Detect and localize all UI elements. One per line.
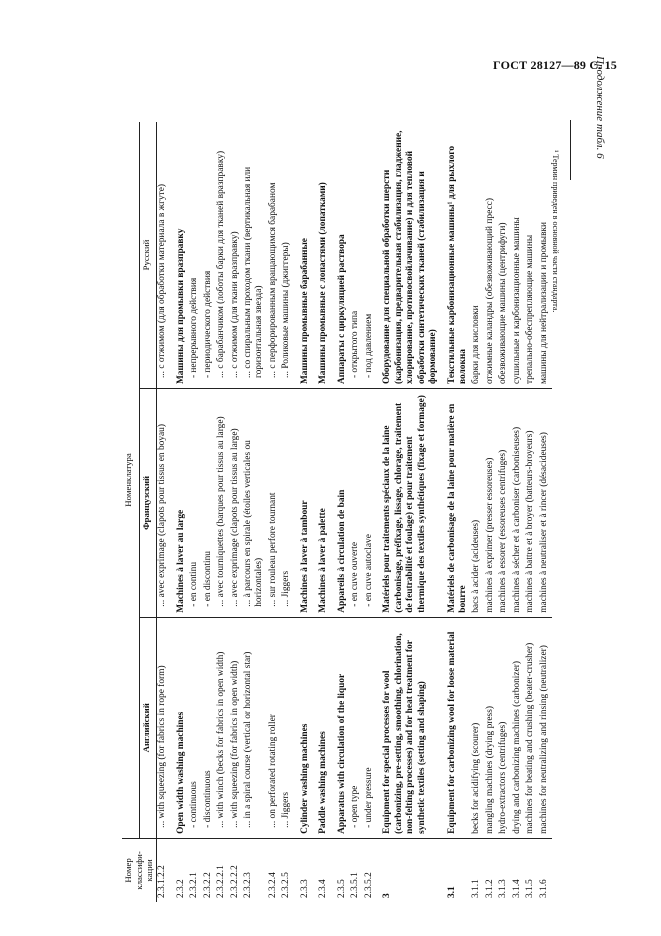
row-english: ... with squeezing (for fabrics in rope form)	[157, 617, 171, 838]
row-english: ... Jiggers	[281, 617, 294, 838]
table-row	[498, 122, 511, 902]
table-row	[313, 122, 331, 902]
row-number: 3.1.1	[471, 838, 484, 902]
row-russian: ... с отжимом (для ткани вразправку)	[229, 231, 240, 379]
row-french: Matériels pour traitements spéciaux de la laine (carbonisage, préfixage, lissage, chlorage, traitement de feutrabilité et foulage) et pour traitement thermique des textiles synthétiques (fixage et formage)	[377, 389, 441, 618]
row-russian: Машины промывные барабанные	[299, 238, 310, 385]
row-russian: - непрерывного действия	[189, 277, 200, 379]
continuation-label: Продолжение табл. 6	[594, 56, 606, 159]
row-number: 2.3.2.2	[203, 838, 216, 902]
row-french: ... avec tourniquettes (barques pour tissus au large)	[216, 389, 229, 618]
row-french: Machines à laver au large	[171, 389, 189, 618]
table-body	[157, 122, 553, 902]
row-number: 3	[377, 838, 441, 902]
row-russian: ... с отжимом (для обработки материала в жгуте)	[157, 183, 168, 379]
col-header-english: Английский	[139, 617, 157, 838]
row-number: 2.3.5	[332, 838, 350, 902]
nomenclature-table	[122, 122, 552, 902]
row-english: machines for beating and crushing (beater-crusher)	[525, 617, 538, 838]
row-russian: ... с перфорированным вращающимся барабаном	[267, 182, 278, 379]
row-number: 2.3.2.2.1	[216, 838, 229, 902]
row-russian: - открытого типа	[350, 310, 361, 379]
row-number: 2.3.1.2.2	[157, 838, 171, 902]
row-russian: ... Роликовые машины (джиггеры)	[281, 242, 292, 379]
table-row	[203, 122, 216, 902]
row-english: machines for neutralizing and rinsing (neutralizer)	[539, 617, 552, 838]
row-french: machines à neutraliser et à rincer (désacideuses)	[539, 389, 552, 618]
row-english: hydro-extractors (centrifuges)	[498, 617, 511, 838]
row-russian: Машины промывные с лопастями (лопатками)	[318, 182, 329, 385]
row-number: 3.1	[442, 838, 472, 902]
row-english: Open width washing machines	[171, 617, 189, 838]
row-russian: Машины для промывки вразправку	[175, 228, 186, 385]
row-english: - continuous	[189, 617, 202, 838]
row-number: 2.3.2.2.2	[230, 838, 243, 902]
row-french: - en continu	[189, 389, 202, 618]
table-row	[377, 122, 441, 902]
footnote: ¹ Термин приведен в основной части стандарта.	[551, 150, 560, 313]
row-number: 2.3.2	[171, 838, 189, 902]
row-number: 2.3.4	[313, 838, 331, 902]
table-row	[189, 122, 202, 902]
row-french: Machines à laver à tambour	[295, 389, 313, 618]
rotated-table-container	[122, 122, 602, 902]
row-russian: отжимные каландры (обезвоживающий пресс)	[484, 198, 495, 385]
row-french: Appareils à circulation de bain	[332, 389, 350, 618]
row-number: 2.3.2.1	[189, 838, 202, 902]
table-row	[485, 122, 498, 902]
row-french: ... sur rouleau perfore tournant	[268, 389, 281, 618]
row-english: ... on perforated rotating roller	[268, 617, 281, 838]
row-russian: машины для нейтрализации и промывки	[538, 221, 549, 385]
row-russian: барки для кисловки	[471, 305, 482, 385]
col-header-russian: Русский	[139, 122, 157, 389]
row-number: 2.3.2.3	[243, 838, 268, 902]
row-number: 2.3.2.4	[268, 838, 281, 902]
row-english: - discontinuous	[203, 617, 216, 838]
row-french: ... avec exprimage (clapots pour tissus au large)	[230, 389, 243, 618]
row-french: machines à battre et à broyer (batteurs-broyeurs)	[525, 389, 538, 618]
table-row	[512, 122, 525, 902]
row-number: 3.1.4	[512, 838, 525, 902]
table-row	[268, 122, 281, 902]
row-french: - en discontinu	[203, 389, 216, 618]
row-russian: - под давлением	[363, 313, 374, 379]
table-row	[332, 122, 350, 902]
table-row	[171, 122, 189, 902]
row-french: ... avec exprimage (clapots pour tissus en boyau)	[157, 389, 171, 618]
table-row	[364, 122, 377, 902]
row-number: 2.3.3	[295, 838, 313, 902]
row-french: - en cuve ouverte	[350, 389, 363, 618]
row-english: ... with squeezing (for fabrics in open width)	[230, 617, 243, 838]
row-english: - open type	[350, 617, 363, 838]
row-english: mangling machines (drying press)	[485, 617, 498, 838]
row-russian: Оборудование для специальной обработки шерсти (карбонизация, предварительная стабилизация, гладжение, хлорирование, противосвойлачивание) и для тепловой обработки синтетических тканей (стабилизация и формование)	[382, 130, 439, 385]
row-number: 3.1.5	[525, 838, 538, 902]
table-row	[281, 122, 294, 902]
row-french: machines à sécher et à carboniser (carboniseuses)	[512, 389, 525, 618]
row-english: Cylinder washing machines	[295, 617, 313, 838]
row-french: - en cuve autoclave	[364, 389, 377, 618]
row-french: Machines à laver à palette	[313, 389, 331, 618]
col-header-french: Французский	[139, 389, 157, 618]
col-header-nomenclature: Номенклатура	[122, 122, 139, 838]
table-row	[230, 122, 243, 902]
row-english: ... in a spiral course (vertical or horizontal star)	[243, 617, 268, 838]
table-row	[471, 122, 484, 902]
row-number: 2.3.2.5	[281, 838, 294, 902]
row-french: machines à essorer (essoreuses centrifuges)	[498, 389, 511, 618]
row-russian: ... со спиральным проходом ткани (вертикальная или горизонтальная звезда)	[242, 166, 265, 379]
table-row	[442, 122, 472, 902]
row-english: Apparatus with circulation of the liquor	[332, 617, 350, 838]
col-header-number: Номер классифи-кации	[122, 838, 157, 902]
row-number: 2.3.5.2	[364, 838, 377, 902]
row-russian: ... с барабанчиком (лоботы барки для тканей вразправку)	[216, 150, 227, 379]
row-number: 3.1.3	[498, 838, 511, 902]
row-french: ... à parcours en spirale (étoiles verticales ou horizontales)	[243, 389, 268, 618]
row-english: ... with winch (becks for fabrics in open width)	[216, 617, 229, 838]
row-number: 3.1.2	[485, 838, 498, 902]
footnote-divider	[570, 120, 572, 180]
row-russian: - периодического действия	[202, 270, 213, 379]
row-french: bacs à acider (acideuses)	[471, 389, 484, 618]
table-row	[525, 122, 538, 902]
row-french: ... Jiggers	[281, 389, 294, 618]
table-row	[216, 122, 229, 902]
row-russian: Текстильные карбонизационные машины¹ для рыхлого волокна	[446, 145, 468, 385]
row-number: 3.1.6	[539, 838, 552, 902]
row-english: drying and carbonizing machines (carbonizer)	[512, 617, 525, 838]
row-english: Paddle washing machines	[313, 617, 331, 838]
table-row	[350, 122, 363, 902]
row-english: Equipment for special processes for wool (carbonizing, pre-setting, smoothing, chlorination, non-felting processes) and for heat treatment for synthetic textiles (setting and shaping)	[377, 617, 441, 838]
table-row	[295, 122, 313, 902]
row-number: 2.3.5.1	[350, 838, 363, 902]
row-english: Equipment for carbonizing wool for loose material	[442, 617, 472, 838]
row-english: becks for acidifying (scourer)	[471, 617, 484, 838]
row-russian: Аппараты с циркуляцией раствора	[336, 234, 347, 385]
row-french: machines à exprimer (presser essoreuses)	[485, 389, 498, 618]
table-row	[157, 122, 171, 902]
row-english: - under pressure	[364, 617, 377, 838]
row-russian: сушильные и карбонизационные машины	[511, 217, 522, 385]
row-french: Matériels de carbonisage de la laine pour matière en bourre	[442, 389, 472, 618]
page-header: ГОСТ 28127—89 С. 15	[493, 58, 617, 72]
row-russian: обезвоживающие машины (центрифуги)	[498, 222, 509, 385]
row-russian: трепально-обеспрепляющие машины	[525, 234, 536, 385]
table-row	[243, 122, 268, 902]
